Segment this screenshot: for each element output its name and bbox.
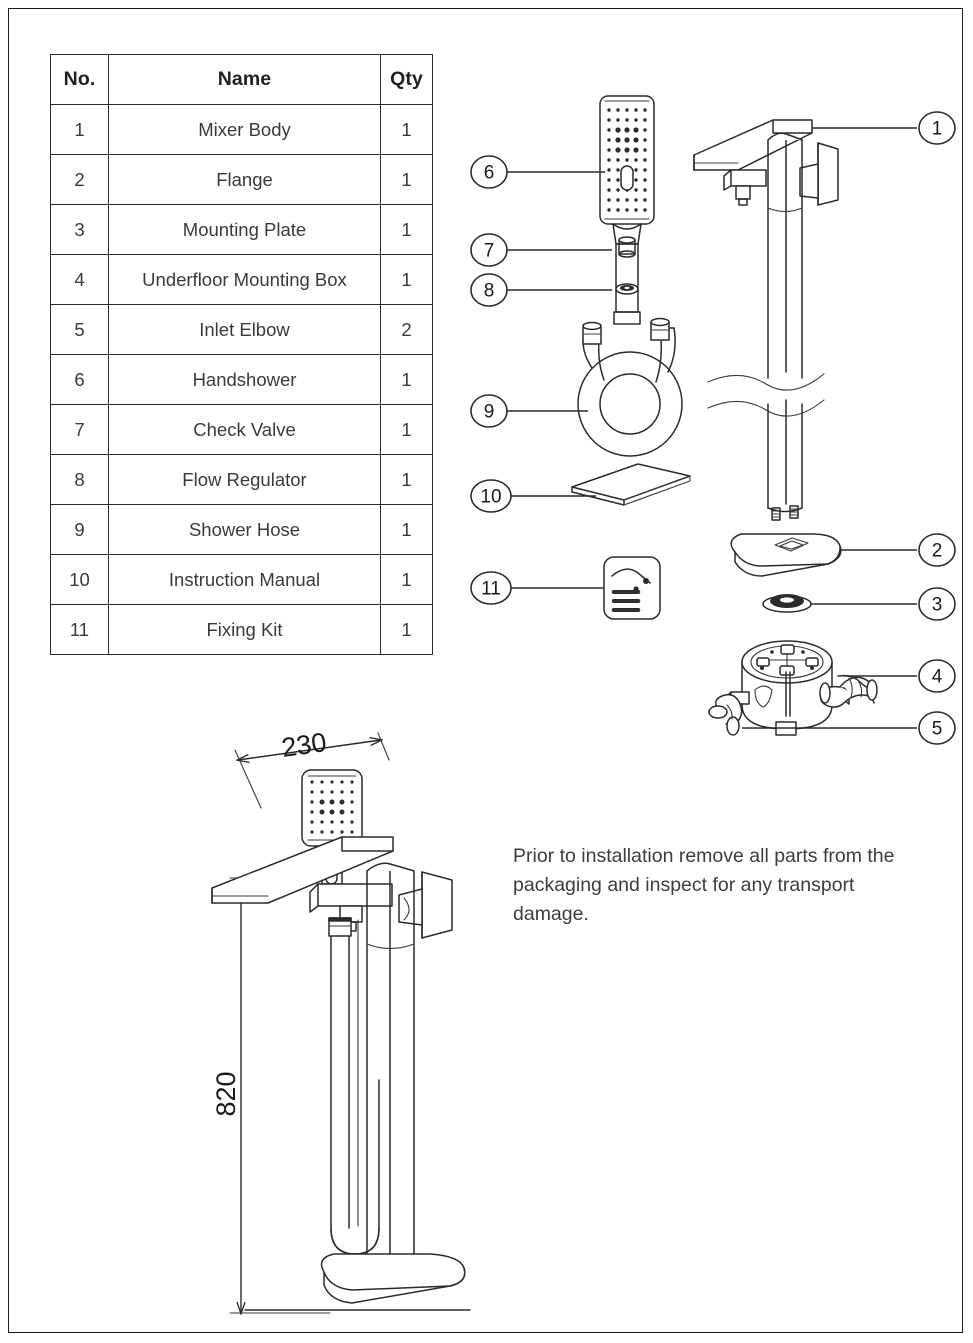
header-no: No.	[51, 55, 109, 105]
row-qty: 1	[381, 405, 433, 455]
row-no: 8	[51, 455, 109, 505]
row-no: 6	[51, 355, 109, 405]
row-name: Fixing Kit	[109, 605, 381, 655]
callout-4-label: 4	[931, 666, 943, 688]
installation-note: Prior to installation remove all parts from the packaging and inspect for any transport damage.	[513, 845, 895, 925]
row-no: 3	[51, 205, 109, 255]
row-qty: 1	[381, 455, 433, 505]
dimension-height-label: 820	[211, 1071, 241, 1117]
callout-2-label: 2	[931, 540, 943, 562]
callout-5-label: 5	[931, 718, 943, 740]
row-qty: 1	[381, 105, 433, 155]
row-qty: 1	[381, 155, 433, 205]
callout-9-label: 9	[483, 401, 495, 423]
row-qty: 1	[381, 355, 433, 405]
callout-8-label: 8	[483, 280, 495, 302]
spray-dot-pattern-assembled	[310, 780, 353, 833]
callout-10-label: 10	[480, 486, 502, 508]
row-no: 1	[51, 105, 109, 155]
callout-1-label: 1	[931, 118, 943, 140]
row-name: Shower Hose	[109, 505, 381, 555]
row-qty: 1	[381, 505, 433, 555]
row-name: Underfloor Mounting Box	[109, 255, 381, 305]
row-qty: 2	[381, 305, 433, 355]
callout-6-label: 6	[483, 162, 495, 184]
row-no: 10	[51, 555, 109, 605]
assembled-mixer-illustration	[212, 770, 470, 1310]
row-name: Handshower	[109, 355, 381, 405]
row-no: 5	[51, 305, 109, 355]
row-qty: 1	[381, 555, 433, 605]
callout-11-label: 11	[481, 578, 501, 600]
row-qty: 1	[381, 605, 433, 655]
row-name: Inlet Elbow	[109, 305, 381, 355]
dimension-width-label: 230	[279, 727, 329, 763]
row-name: Flow Regulator	[109, 455, 381, 505]
row-qty: 1	[381, 255, 433, 305]
callout-7-label: 7	[483, 240, 495, 262]
row-name: Mixer Body	[109, 105, 381, 155]
row-no: 11	[51, 605, 109, 655]
row-name: Mounting Plate	[109, 205, 381, 255]
row-no: 7	[51, 405, 109, 455]
row-name: Check Valve	[109, 405, 381, 455]
row-no: 4	[51, 255, 109, 305]
row-name: Instruction Manual	[109, 555, 381, 605]
header-name: Name	[109, 55, 381, 105]
row-qty: 1	[381, 205, 433, 255]
dimension-width-230	[235, 727, 389, 808]
row-name: Flange	[109, 155, 381, 205]
row-no: 2	[51, 155, 109, 205]
dimension-height-820	[211, 878, 330, 1313]
header-qty: Qty	[381, 55, 433, 105]
row-no: 9	[51, 505, 109, 555]
callout-3-label: 3	[931, 594, 943, 616]
